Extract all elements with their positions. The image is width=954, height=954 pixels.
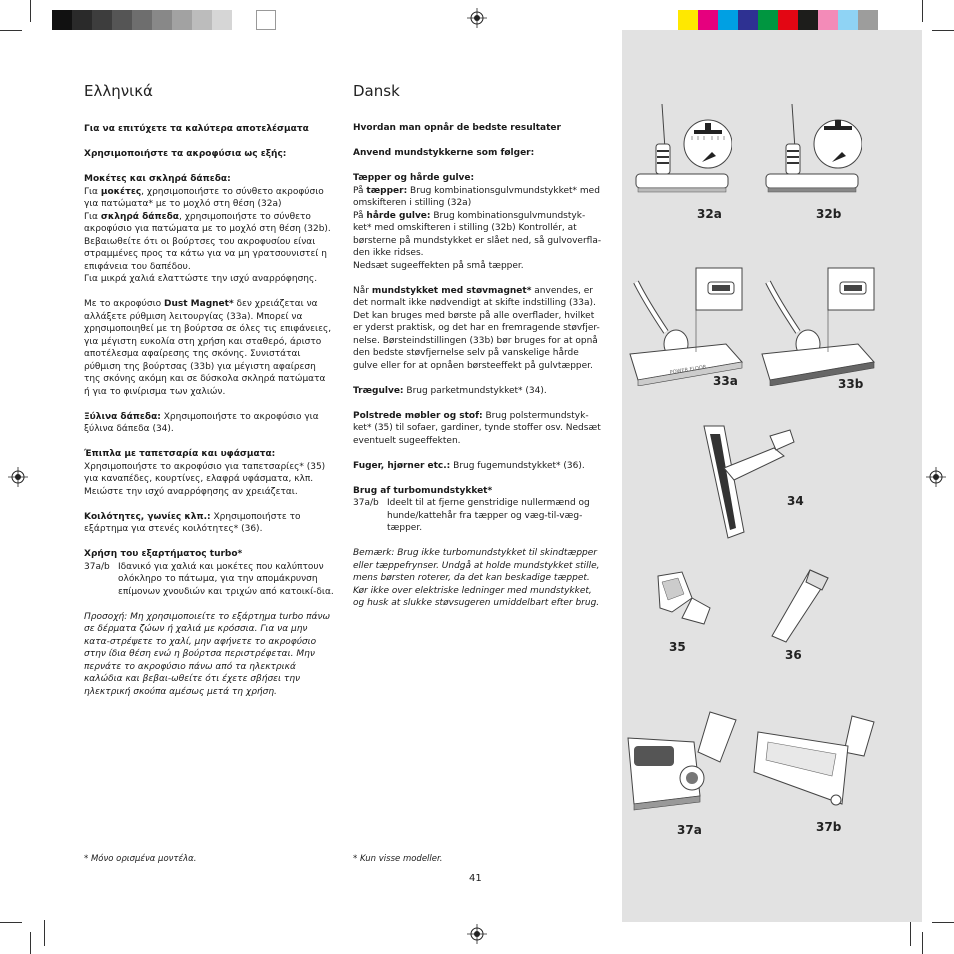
danish-crevice-text: Fuger, hjørner etc.: Brug fugemundstykket* (36). — [353, 460, 585, 471]
nozzle-print: POWER FLOOR — [669, 364, 707, 376]
danish-wood-floor-text: Trægulve: Brug parketmundstykket* (34). — [353, 385, 547, 396]
gray-swatch — [92, 10, 112, 30]
danish-heading-usage: Anvend mundstykkerne som følger: — [353, 148, 535, 158]
figure-label-37a: 37a — [677, 823, 702, 837]
floor-nozzle-hardfloor-illustration — [762, 104, 862, 200]
greek-heading-floors: Μοκέτες και σκληρά δάπεδα: — [84, 174, 231, 184]
crevice-nozzle-illustration — [766, 566, 832, 646]
danish-heading-floors: Tæpper og hårde gulve: — [353, 173, 475, 183]
dust-magnet-nozzle-brush-illustration — [758, 262, 880, 386]
gray-swatch — [212, 10, 232, 30]
greek-column — [84, 123, 334, 711]
figure-label-34: 34 — [787, 494, 804, 508]
gray-swatch — [112, 10, 132, 30]
figure-label-32b: 32b — [816, 207, 842, 221]
gray-swatch — [256, 10, 276, 30]
greek-floors-text: Για μοκέτες, χρησιμοποιήστε το σύνθετο ακροφύσιο για πατώματα* με το μοχλό στη θέση (32a) Για σκληρά δάπεδα, χρησιμοποιήστε το σύνθετο ακροφύσιο για πατώματα με το μοχλό στη θέση (32b). Βεβαιωθείτε ότι οι βούρτσες του ακροφυσίου είναι στραμμένες προς τα κάτω για να μη γρατσουνιστεί η επιφάνεια του δαπέδου. Για μικρά χαλιά ελαττώστε την ισχύ αναρρόφησης. — [84, 186, 331, 284]
color-swatch — [818, 10, 838, 30]
dust-magnet-nozzle-off-illustration — [626, 262, 748, 386]
color-swatch — [858, 10, 878, 30]
gray-swatch — [192, 10, 212, 30]
greek-caution-note: Προσοχή: Μη χρησιμοποιείτε το εξάρτημα turbo πάνω σε δέρματα ζώων ή χαλιά με κρόσσια. Για να μην κατα-στρέψετε το χαλί, μην αφήνετε το ακροφύσιο στην ίδια θέση ενώ η βούρτσα περιστρέφεται. Μην περνάτε το ακροφύσιο πάνω από τα ηλεκτρικά καλώδια και βεβαι-ωθείτε ότι έχετε σβήσει την ηλεκτρική σκούπα αμέσως μετά τη χρήση. — [84, 611, 331, 697]
greek-heading-upholstery: Έπιπλα με ταπετσαρία και υφάσματα: — [84, 449, 276, 459]
figure-label-32a: 32a — [697, 207, 722, 221]
color-swatch — [698, 10, 718, 30]
greek-dust-magnet-text: Με το ακροφύσιο Dust Magnet* δεν χρειάζεται να αλλάξετε ρύθμιση λειτουργίας (33a). Μπορεί να χρησιμοποιηθεί με τη βούρτσα σε όλες τις επιφάνειες, για μέγιστη ευκολία στη χρήση και σταθερό, άριστο αποτέλεσμα αφαίρεσης της σκόνης. Συνιστάται ρύθμιση της βούρτσας (33b) για μέγιστη αφαίρεση της σκόνης ακόμη και σε δύσκολα σκληρά πατώματα ή για το φινίρισμα των χαλιών. — [84, 299, 332, 397]
color-swatch — [798, 10, 818, 30]
danish-upholstery-text: Polstrede møbler og stof: Brug polstermundstyk-ket* (35) til sofaer, gardiner, tynde stoffer osv. Nedsæt eventuelt sugeeffekten. — [353, 410, 601, 446]
page-number: 41 — [469, 873, 482, 884]
gray-swatch — [152, 10, 172, 30]
greek-heading-results: Για να επιτύχετε τα καλύτερα αποτελέσματα — [84, 124, 309, 134]
color-swatch — [738, 10, 758, 30]
greek-turbo-text: 37a/b Ιδανικό για χαλιά και μοκέτες που καλύπτουν ολόκληρο το πάτωμα, για την απομάκρυνση επίμονων χνουδιών και τριχών από κατοικί-δια. — [84, 561, 334, 597]
danish-dust-magnet-text: Når mundstykket med støvmagnet* anvendes, er det normalt ikke nødvendigt at skifte indstilling (33a). Det kan bruges med børste på alle overflader, hvilket er yderst praktisk, og det har en fremragende støvfjer-nelse. Børsteindstillingen (33b) bør bruges for at opnå den bedste støvfjernelse selv på vanskelige hårde gulve eller for at opnåen børsteeffekt på gulvtæpper. — [353, 285, 600, 371]
color-swatch — [678, 10, 698, 30]
registration-mark-icon — [8, 467, 28, 487]
color-swatch — [758, 10, 778, 30]
color-swatch — [838, 10, 858, 30]
figure-label-37b: 37b — [816, 820, 842, 834]
figure-label-35: 35 — [669, 640, 686, 654]
parquet-nozzle-illustration — [694, 420, 800, 540]
greek-heading-usage: Χρησιμοποιήστε τα ακροφύσια ως εξής: — [84, 149, 287, 159]
danish-title: Dansk — [353, 82, 400, 100]
color-swatch — [778, 10, 798, 30]
danish-heading-results: Hvordan man opnår de bedste resultater — [353, 123, 561, 133]
gray-swatch — [132, 10, 152, 30]
floor-nozzle-carpet-illustration — [632, 104, 732, 200]
greek-heading-turbo: Χρήση του εξαρτήματος turbo* — [84, 549, 243, 559]
gray-swatch — [72, 10, 92, 30]
greek-footnote: * Μόνο ορισμένα μοντέλα. — [84, 854, 197, 864]
registration-mark-icon — [467, 924, 487, 944]
turbo-nozzle-front-illustration — [624, 708, 746, 816]
figure-label-33a: 33a — [713, 374, 738, 388]
gray-swatch — [52, 10, 72, 30]
color-swatch — [878, 10, 898, 30]
figure-label-33b: 33b — [838, 377, 864, 391]
greek-upholstery-text: Χρησιμοποιήστε το ακροφύσιο για ταπετσαρίες* (35) για καναπέδες, κουρτίνες, ελαφρά υφάσματα, κλπ. Μειώστε την ισχύ αναρρόφησης αν χρειάζεται. — [84, 461, 326, 497]
figure-label-36: 36 — [785, 648, 802, 662]
turbo-nozzle-back-illustration — [752, 712, 882, 810]
registration-mark-icon — [467, 8, 487, 28]
gray-swatch — [232, 10, 252, 30]
gray-swatch — [172, 10, 192, 30]
upholstery-nozzle-illustration — [652, 568, 716, 630]
greek-title: Ελληνικά — [84, 82, 153, 100]
danish-caution-note: Bemærk: Brug ikke turbomundstykket til skindtæpper eller tæppefrynser. Undgå at holde mundstykket stille, mens børsten roterer, da det kan beskadige tæppet. Kør ikke over elektriske ledninger med mundstykket, og husk at slukke støvsugeren umiddelbart efter brug. — [353, 548, 600, 608]
danish-footnote: * Kun visse modeller. — [353, 854, 443, 864]
danish-column — [353, 122, 603, 622]
registration-mark-icon — [926, 467, 946, 487]
danish-floors-text: På tæpper: Brug kombinationsgulvmundstykket* med omskifteren i stilling (32a) På hårde gulve: Brug kombinationsgulvmundstyk-ket* med omskifteren i stilling (32b) Kontrollér, at børsterne på mundstykket er slået ned, så gulvoverfla-den ikke ridses. Nedsæt sugeeffekten på små tæpper. — [353, 185, 602, 271]
danish-turbo-text: 37a/b Ideelt til at fjerne genstridige nullermænd og hunde/kattehår fra tæpper og væg-til-væg-tæpper. — [353, 498, 590, 533]
danish-heading-turbo: Brug af turbomundstykket* — [353, 485, 493, 496]
greek-wood-floor-text: Ξύλινα δάπεδα: Χρησιμοποιήστε το ακροφύσιο για ξύλινα δάπεδα (34). — [84, 411, 319, 434]
color-swatch — [718, 10, 738, 30]
greek-crevice-text: Κοιλότητες, γωνίες κλπ.: Χρησιμοποιήστε το εξάρτημα για στενές κοιλότητες* (36). — [84, 511, 301, 534]
